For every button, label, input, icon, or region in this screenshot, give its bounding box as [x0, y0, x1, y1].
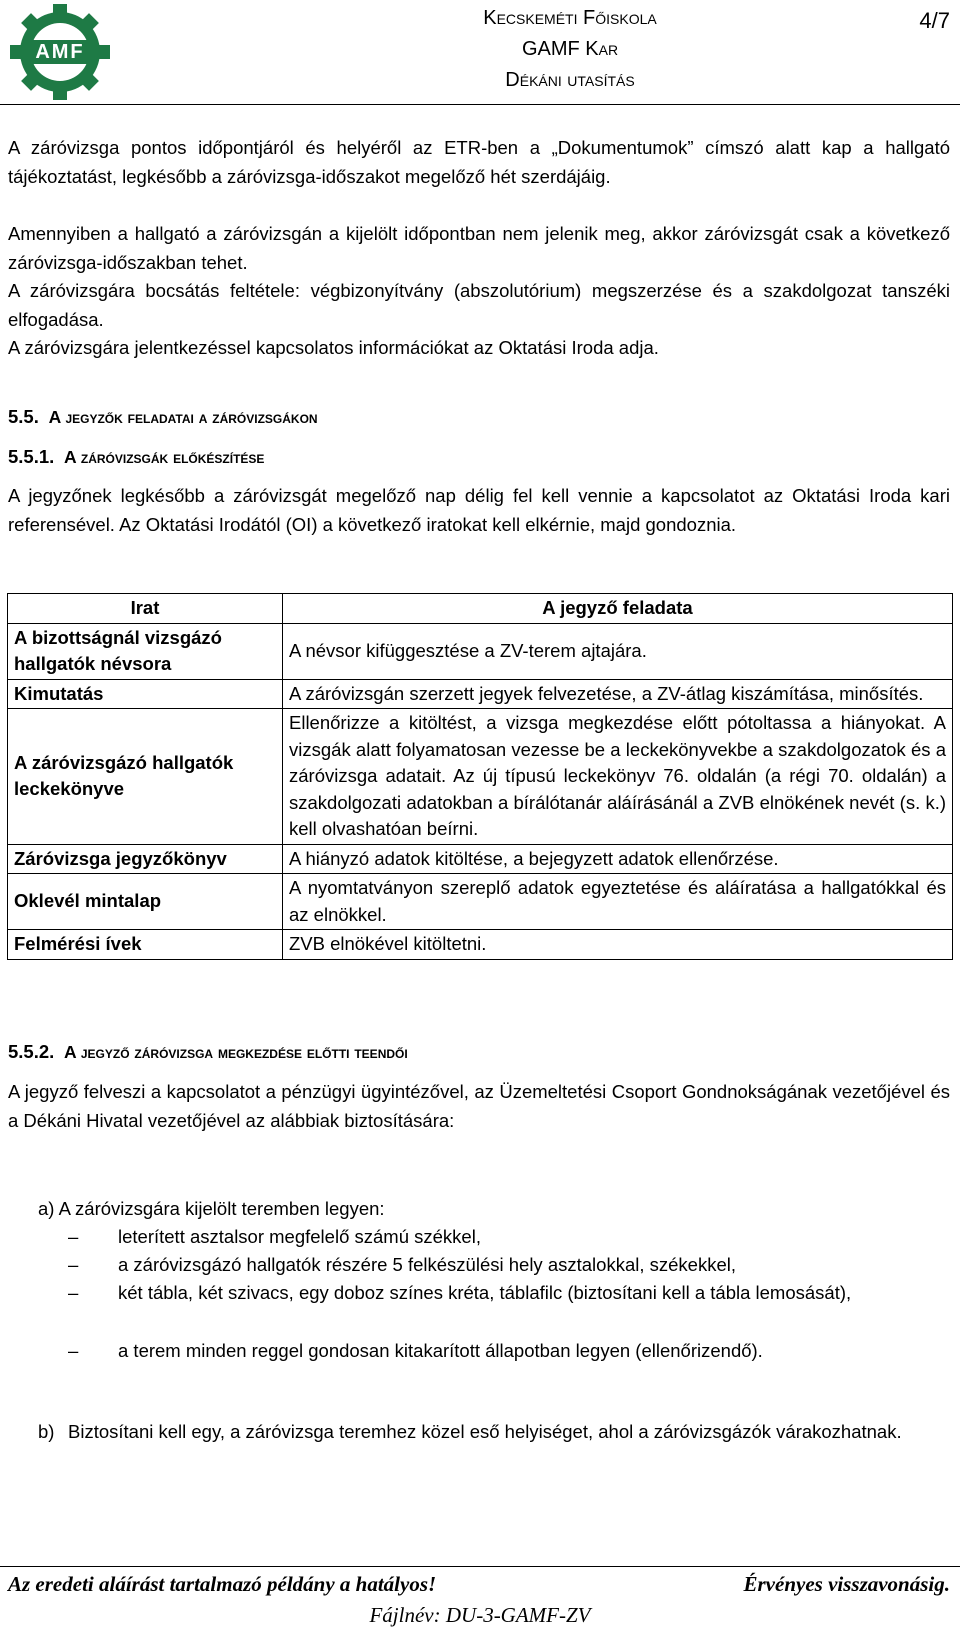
list-item: [68, 1337, 953, 1366]
table-row: [8, 679, 953, 709]
list-label-text: A záróvizsgára kijelölt teremben legyen:: [58, 1198, 385, 1219]
dash-bullet-icon: –: [68, 1340, 79, 1361]
dash-bullet-icon: –: [68, 1282, 79, 1303]
table-row: [8, 709, 953, 845]
table-cell-duty: ZVB elnökével kitöltetni.: [283, 930, 953, 960]
table-header-duty: A jegyző feladata: [283, 594, 953, 624]
section-5-5-2-heading: [8, 1041, 408, 1063]
section-5-5-heading: [8, 406, 318, 428]
table-cell-duty: A névsor kifüggesztése a ZV-terem ajtajára.: [283, 623, 953, 679]
logo: [8, 2, 112, 102]
dash-bullet-icon: –: [68, 1226, 79, 1247]
table-cell-document: Oklevél mintalap: [8, 874, 283, 930]
table-cell-document: Záróvizsga jegyzőkönyv: [8, 844, 283, 874]
table-row: [8, 874, 953, 930]
list-item-text: két tábla, két szivacs, egy doboz színes kréta, táblafilc (biztosítani kell a tábla lemosását),: [118, 1282, 852, 1303]
table-cell-document: A bizottságnál vizsgázó hallgatók névsora: [8, 623, 283, 679]
section-5-5-2-text: A jegyző felveszi a kapcsolatot a pénzügyi ügyintézővel, az Üzemeltetési Csoport Gondnokságának vezetőjével és a Dékáni Hivatal vezetőjével az alábbiak biztosítására:: [8, 1081, 950, 1131]
footer-expiry-note: Érvényes visszavonásig.: [743, 1572, 950, 1596]
list-item-text: a záróvizsgázó hallgatók részére 5 felkészülési hely asztalokkal, székekkel,: [118, 1254, 736, 1275]
table-cell-duty: A hiányzó adatok kitöltése, a bejegyzett adatok ellenőrzése.: [283, 844, 953, 874]
table-header-row: [8, 594, 953, 624]
institution-name: Kecskeméti Főiskola: [483, 7, 657, 29]
section-title: A jegyzők feladatai a záróvizsgákon: [48, 407, 318, 427]
list-item: [68, 1251, 953, 1280]
section-number: 5.5.: [8, 406, 39, 427]
table-row: [8, 623, 953, 679]
list-item: [68, 1279, 953, 1308]
dash-bullet-icon: –: [68, 1254, 79, 1275]
header-title-block: [370, 3, 770, 96]
section-number: 5.5.1.: [8, 446, 55, 467]
section-title: A jegyző záróvizsga megkezdése előtti teendői: [64, 1042, 408, 1062]
section-title: A záróvizsgák előkészítése: [64, 447, 265, 467]
table-cell-document: Kimutatás: [8, 679, 283, 709]
section-number: 5.5.2.: [8, 1041, 55, 1062]
header-divider: [0, 104, 960, 105]
list-label: a): [38, 1198, 55, 1219]
intro-paragraph-1: A záróvizsga pontos időpontjáról és helyéről az ETR-ben a „Dokumentumok” címszó alatt kap a hallgató tájékoztatást, legkésőbb a záróvizsga-időszakot megelőző hét szerdájáig.: [8, 137, 950, 187]
list-item: [68, 1223, 953, 1252]
faculty-name: GAMF Kar: [521, 38, 619, 60]
list-a: [8, 1195, 950, 1365]
footer-divider: [0, 1566, 960, 1567]
footer-filename: Fájlnév: DU-3-GAMF-ZV: [369, 1603, 591, 1627]
table-header-document: Irat: [8, 594, 283, 624]
intro-paragraph-2: Amennyiben a hallgató a záróvizsgán a kijelölt időpontban nem jelenik meg, akkor záróvizsgát csak a következő záróvizsga-időszakban tehet.: [8, 223, 950, 273]
table-cell-duty: Ellenőrizze a kitöltést, a vizsga megkezdése előtt pótoltassa a hiányokat. A vizsgák alatt folyamatosan vezesse be a leckekönyvekbe a szakdolgozatok és a záróvizsga adatait. Az új típusú leckekönyv 76. oldalán (a régi 70. oldalán) a szakdolgozati adatokban a bírálótanár aláírásánál a ZVB elnökének nevét (s. k.) kell olvashatóan beírni.: [283, 709, 953, 845]
table-cell-duty: A záróvizsgán szerzett jegyek felvezetése, a ZV-átlag kiszámítása, minősítés.: [283, 679, 953, 709]
list-b-text: Biztosítani kell egy, a záróvizsga teremhez közel eső helyiséget, ahol a záróvizsgázók várakozhatnak.: [68, 1421, 902, 1442]
footer-validity-note: Az eredeti aláírást tartalmazó példány a hatályos!: [8, 1572, 437, 1596]
table-cell-document: A záróvizsgázó hallgatók leckekönyve: [8, 709, 283, 845]
document-duties-table: [7, 593, 953, 960]
section-5-5-1-heading: [8, 446, 264, 468]
list-a-heading: [38, 1195, 385, 1224]
list-label: b): [38, 1421, 55, 1442]
section-5-5-1-text: A jegyzőnek legkésőbb a záróvizsgát megelőző nap délig fel kell vennie a kapcsolatot az Oktatási Iroda kari referensével. Az Oktatási Irodától (OI) a következő iratokat kell elkérnie, majd gondoznia.: [8, 485, 950, 535]
logo-text: AMF: [35, 41, 85, 63]
table-row: [8, 930, 953, 960]
list-item-text: a terem minden reggel gondosan kitakarított állapotban legyen (ellenőrizendő).: [118, 1340, 763, 1361]
table-cell-duty: A nyomtatványon szereplő adatok egyeztetése és aláíratása a hallgatókkal és az elnökkel.: [283, 874, 953, 930]
page-number: 4/7: [919, 8, 950, 33]
table-row: [8, 844, 953, 874]
intro-paragraph-3: A záróvizsgára bocsátás feltétele: végbizonyítvány (abszolutórium) megszerzése és a szakdolgozat tanszéki elfogadása.: [8, 280, 950, 330]
list-item-text: leterített asztalsor megfelelő számú székkel,: [118, 1226, 481, 1247]
intro-paragraph-4: A záróvizsgára jelentkezéssel kapcsolatos információkat az Oktatási Iroda adja.: [8, 337, 659, 358]
document-type: Dékáni utasítás: [505, 69, 635, 91]
table-cell-document: Felmérési ívek: [8, 930, 283, 960]
